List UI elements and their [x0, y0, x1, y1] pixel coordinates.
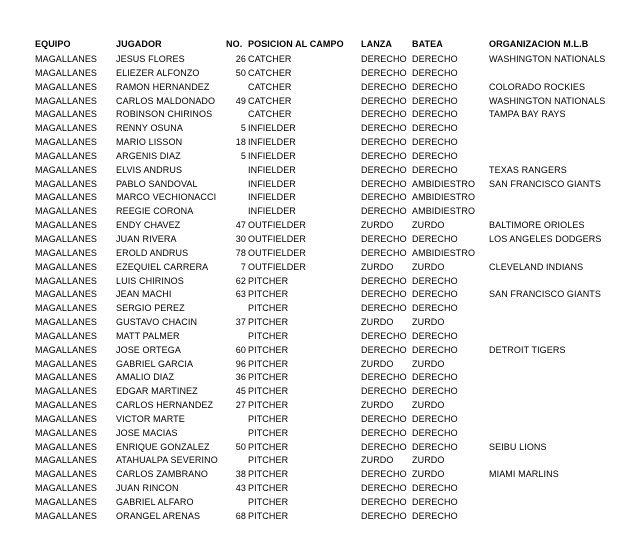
cell-batea: ZURDO — [412, 358, 445, 369]
cell-lanza: DERECHO — [361, 372, 407, 383]
cell-batea: DERECHO — [412, 497, 458, 507]
cell-equipo: MAGALLANES — [35, 247, 98, 258]
cell-numero: 63 — [235, 289, 246, 300]
cell-organizacion: TEXAS RANGERS — [489, 164, 567, 175]
cell-posicion: PITCHER — [248, 330, 289, 341]
cell-organizacion: BALTIMORE ORIOLES — [489, 220, 585, 231]
cell-organizacion: LOS ANGELES DODGERS — [489, 233, 602, 244]
cell-lanza: DERECHO — [361, 497, 407, 507]
table-row — [0, 275, 640, 289]
cell-organizacion: SAN FRANCISCO GIANTS — [489, 178, 602, 189]
cell-organizacion: TAMPA BAY RAYS — [489, 109, 566, 120]
cell-jugador: LUIS CHIRINOS — [116, 275, 184, 286]
table-row — [0, 427, 640, 441]
table-row — [0, 164, 640, 178]
table-row — [0, 53, 640, 67]
cell-numero: 18 — [235, 137, 246, 148]
header-numero: NO. — [226, 39, 243, 49]
cell-batea: DERECHO — [412, 344, 458, 355]
cell-equipo: MAGALLANES — [35, 372, 98, 383]
cell-batea: ZURDO — [412, 220, 445, 231]
table-row — [0, 358, 640, 372]
cell-equipo: MAGALLANES — [35, 344, 98, 355]
cell-organizacion: DETROIT TIGERS — [489, 344, 566, 355]
cell-batea: DERECHO — [412, 164, 458, 175]
cell-batea: DERECHO — [412, 289, 458, 300]
cell-batea: DERECHO — [412, 54, 458, 64]
cell-jugador: CARLOS MALDONADO — [116, 95, 216, 106]
cell-jugador: JEAN MACHI — [116, 289, 172, 300]
table-row — [0, 316, 640, 330]
cell-jugador: JUAN RINCON — [116, 483, 179, 494]
table-row — [0, 191, 640, 205]
cell-posicion: PITCHER — [248, 275, 289, 286]
cell-equipo: MAGALLANES — [35, 441, 98, 452]
roster-table — [0, 36, 640, 524]
cell-batea: DERECHO — [412, 81, 458, 92]
cell-equipo: MAGALLANES — [35, 413, 98, 424]
cell-lanza: ZURDO — [361, 261, 394, 272]
cell-posicion: PITCHER — [248, 386, 289, 397]
cell-batea: DERECHO — [412, 413, 458, 424]
cell-equipo: MAGALLANES — [35, 303, 98, 314]
cell-numero: 78 — [235, 247, 246, 258]
cell-numero: 5 — [240, 123, 246, 134]
cell-equipo: MAGALLANES — [35, 206, 98, 217]
cell-lanza: DERECHO — [361, 510, 407, 521]
cell-equipo: MAGALLANES — [35, 386, 98, 397]
cell-posicion: INFIELDER — [248, 178, 296, 189]
cell-jugador: ENRIQUE GONZALEZ — [116, 441, 210, 452]
cell-numero: 7 — [240, 261, 246, 272]
table-row — [0, 261, 640, 275]
cell-batea: AMBIDIESTRO — [412, 206, 476, 217]
cell-equipo: MAGALLANES — [35, 317, 98, 328]
cell-lanza: ZURDO — [361, 317, 394, 328]
cell-lanza: ZURDO — [361, 220, 394, 231]
cell-posicion: OUTFIELDER — [248, 220, 307, 231]
cell-equipo: MAGALLANES — [35, 400, 98, 411]
cell-lanza: DERECHO — [361, 109, 407, 120]
cell-posicion: PITCHER — [248, 483, 289, 494]
cell-jugador: CARLOS HERNANDEZ — [116, 400, 214, 411]
cell-posicion: PITCHER — [248, 372, 289, 383]
cell-equipo: MAGALLANES — [35, 469, 98, 480]
cell-numero: 47 — [235, 220, 246, 231]
cell-organizacion: SEIBU LIONS — [489, 441, 547, 452]
cell-lanza: DERECHO — [361, 81, 407, 92]
cell-jugador: REEGIE CORONA — [116, 206, 194, 217]
table-row — [0, 302, 640, 316]
cell-jugador: MARIO LISSON — [116, 137, 183, 148]
cell-numero: 49 — [235, 95, 246, 106]
cell-equipo: MAGALLANES — [35, 220, 98, 231]
cell-jugador: PABLO SANDOVAL — [116, 178, 198, 189]
cell-jugador: GABRIEL ALFARO — [116, 497, 194, 507]
cell-equipo: MAGALLANES — [35, 137, 98, 148]
cell-lanza: ZURDO — [361, 400, 394, 411]
cell-posicion: PITCHER — [248, 441, 289, 452]
cell-lanza: DERECHO — [361, 303, 407, 314]
cell-equipo: MAGALLANES — [35, 67, 98, 78]
cell-posicion: CATCHER — [248, 67, 292, 78]
cell-posicion: PITCHER — [248, 413, 289, 424]
cell-posicion: CATCHER — [248, 109, 292, 120]
cell-batea: DERECHO — [412, 275, 458, 286]
cell-lanza: DERECHO — [361, 330, 407, 341]
table-row — [0, 482, 640, 496]
cell-batea: DERECHO — [412, 150, 458, 161]
cell-posicion: PITCHER — [248, 303, 289, 314]
cell-batea: DERECHO — [412, 427, 458, 438]
cell-batea: ZURDO — [412, 261, 445, 272]
cell-jugador: JESUS FLORES — [116, 54, 185, 64]
table-row — [0, 219, 640, 233]
header-organizacion: ORGANIZACION M.L.B — [489, 39, 589, 49]
cell-equipo: MAGALLANES — [35, 233, 98, 244]
cell-lanza: DERECHO — [361, 247, 407, 258]
cell-jugador: EDGAR MARTINEZ — [116, 386, 198, 397]
cell-batea: DERECHO — [412, 330, 458, 341]
cell-jugador: GABRIEL GARCIA — [116, 358, 194, 369]
cell-equipo: MAGALLANES — [35, 150, 98, 161]
cell-equipo: MAGALLANES — [35, 54, 98, 64]
cell-batea: ZURDO — [412, 317, 445, 328]
header-batea: BATEA — [412, 39, 443, 49]
cell-jugador: MARCO VECHIONACCI — [116, 192, 217, 203]
header-posicion: POSICION AL CAMPO — [248, 39, 344, 49]
cell-equipo: MAGALLANES — [35, 261, 98, 272]
cell-posicion: PITCHER — [248, 427, 289, 438]
cell-posicion: PITCHER — [248, 358, 289, 369]
cell-equipo: MAGALLANES — [35, 164, 98, 175]
cell-batea: AMBIDIESTRO — [412, 192, 476, 203]
table-row — [0, 468, 640, 482]
cell-lanza: DERECHO — [361, 441, 407, 452]
cell-posicion: INFIELDER — [248, 150, 296, 161]
cell-batea: DERECHO — [412, 510, 458, 521]
cell-equipo: MAGALLANES — [35, 330, 98, 341]
cell-lanza: DERECHO — [361, 427, 407, 438]
cell-jugador: EROLD ANDRUS — [116, 247, 189, 258]
cell-jugador: SERGIO PEREZ — [116, 303, 185, 314]
cell-numero: 62 — [235, 275, 246, 286]
cell-jugador: ROBINSON CHIRINOS — [116, 109, 213, 120]
cell-numero: 50 — [235, 441, 246, 452]
table-row — [0, 136, 640, 150]
table-row — [0, 178, 640, 192]
cell-jugador: GUSTAVO CHACIN — [116, 317, 198, 328]
cell-posicion: INFIELDER — [248, 206, 296, 217]
table-body — [0, 53, 640, 524]
cell-numero: 26 — [235, 54, 246, 64]
cell-lanza: DERECHO — [361, 289, 407, 300]
cell-jugador: MATT PALMER — [116, 330, 180, 341]
cell-organizacion: WASHINGTON NATIONALS — [489, 54, 606, 64]
cell-lanza: DERECHO — [361, 206, 407, 217]
table-row — [0, 330, 640, 344]
cell-numero: 60 — [235, 344, 246, 355]
cell-posicion: PITCHER — [248, 344, 289, 355]
table-row — [0, 371, 640, 385]
cell-equipo: MAGALLANES — [35, 358, 98, 369]
cell-lanza: DERECHO — [361, 483, 407, 494]
cell-lanza: DERECHO — [361, 123, 407, 134]
cell-numero: 5 — [240, 150, 246, 161]
cell-posicion: CATCHER — [248, 54, 292, 64]
table-row — [0, 67, 640, 81]
cell-equipo: MAGALLANES — [35, 497, 98, 507]
cell-batea: ZURDO — [412, 469, 445, 480]
table-row — [0, 81, 640, 95]
cell-numero: 36 — [235, 372, 246, 383]
cell-batea: DERECHO — [412, 95, 458, 106]
cell-equipo: MAGALLANES — [35, 455, 98, 466]
cell-batea: ZURDO — [412, 400, 445, 411]
cell-batea: AMBIDIESTRO — [412, 178, 476, 189]
cell-lanza: DERECHO — [361, 233, 407, 244]
cell-numero: 68 — [235, 510, 246, 521]
table-row — [0, 344, 640, 358]
table-row — [0, 288, 640, 302]
cell-numero: 96 — [235, 358, 246, 369]
cell-equipo: MAGALLANES — [35, 178, 98, 189]
cell-batea: DERECHO — [412, 303, 458, 314]
cell-organizacion: COLORADO ROCKIES — [489, 81, 586, 92]
table-row — [0, 122, 640, 136]
cell-jugador: ELVIS ANDRUS — [116, 164, 183, 175]
cell-batea: DERECHO — [412, 483, 458, 494]
cell-posicion: INFIELDER — [248, 137, 296, 148]
cell-equipo: MAGALLANES — [35, 109, 98, 120]
cell-equipo: MAGALLANES — [35, 510, 98, 521]
cell-equipo: MAGALLANES — [35, 427, 98, 438]
cell-posicion: OUTFIELDER — [248, 261, 307, 272]
table-row — [0, 108, 640, 122]
cell-lanza: DERECHO — [361, 469, 407, 480]
cell-jugador: EZEQUIEL CARRERA — [116, 261, 209, 272]
cell-numero: 37 — [235, 317, 246, 328]
cell-jugador: ORANGEL ARENAS — [116, 510, 201, 521]
cell-lanza: DERECHO — [361, 54, 407, 64]
cell-posicion: PITCHER — [248, 497, 289, 507]
cell-lanza: DERECHO — [361, 386, 407, 397]
cell-numero: 38 — [235, 469, 246, 480]
cell-jugador: JOSE MACIAS — [116, 427, 178, 438]
cell-lanza: DERECHO — [361, 150, 407, 161]
cell-batea: DERECHO — [412, 386, 458, 397]
cell-batea: DERECHO — [412, 67, 458, 78]
table-row — [0, 205, 640, 219]
cell-posicion: OUTFIELDER — [248, 247, 307, 258]
cell-posicion: CATCHER — [248, 95, 292, 106]
cell-jugador: ARGENIS DIAZ — [116, 150, 181, 161]
cell-batea: DERECHO — [412, 123, 458, 134]
cell-numero: 30 — [235, 233, 246, 244]
cell-batea: DERECHO — [412, 441, 458, 452]
cell-jugador: CARLOS ZAMBRANO — [116, 469, 209, 480]
cell-batea: DERECHO — [412, 137, 458, 148]
table-row — [0, 413, 640, 427]
cell-numero: 27 — [235, 400, 246, 411]
cell-lanza: DERECHO — [361, 178, 407, 189]
table-row — [0, 247, 640, 261]
cell-lanza: ZURDO — [361, 358, 394, 369]
cell-lanza: ZURDO — [361, 455, 394, 466]
cell-lanza: DERECHO — [361, 164, 407, 175]
cell-posicion: PITCHER — [248, 510, 289, 521]
cell-jugador: RAMON HERNANDEZ — [116, 81, 210, 92]
cell-posicion: PITCHER — [248, 400, 289, 411]
cell-jugador: RENNY OSUNA — [116, 123, 183, 134]
cell-posicion: OUTFIELDER — [248, 233, 307, 244]
cell-lanza: DERECHO — [361, 344, 407, 355]
cell-batea: DERECHO — [412, 109, 458, 120]
cell-posicion: PITCHER — [248, 455, 289, 466]
cell-batea: DERECHO — [412, 233, 458, 244]
cell-equipo: MAGALLANES — [35, 483, 98, 494]
table-row — [0, 454, 640, 468]
header-lanza: LANZA — [361, 39, 392, 49]
cell-jugador: ELIEZER ALFONZO — [116, 67, 200, 78]
cell-jugador: JOSE ORTEGA — [116, 344, 181, 355]
cell-jugador: AMALIO DIAZ — [116, 372, 175, 383]
cell-posicion: INFIELDER — [248, 123, 296, 134]
table-row — [0, 496, 640, 510]
cell-posicion: CATCHER — [248, 81, 292, 92]
table-row — [0, 385, 640, 399]
cell-posicion: PITCHER — [248, 469, 289, 480]
cell-lanza: DERECHO — [361, 137, 407, 148]
table-row — [0, 95, 640, 109]
cell-lanza: DERECHO — [361, 95, 407, 106]
cell-equipo: MAGALLANES — [35, 289, 98, 300]
table-row — [0, 150, 640, 164]
table-row — [0, 233, 640, 247]
cell-jugador: JUAN RIVERA — [116, 233, 177, 244]
cell-posicion: PITCHER — [248, 317, 289, 328]
cell-batea: DERECHO — [412, 372, 458, 383]
cell-batea: AMBIDIESTRO — [412, 247, 476, 258]
cell-jugador: VICTOR MARTE — [116, 413, 185, 424]
cell-lanza: DERECHO — [361, 192, 407, 203]
header-equipo: EQUIPO — [35, 39, 71, 49]
cell-organizacion: CLEVELAND INDIANS — [489, 261, 584, 272]
cell-jugador: ENDY CHAVEZ — [116, 220, 181, 231]
cell-organizacion: SAN FRANCISCO GIANTS — [489, 289, 602, 300]
table-row — [0, 510, 640, 524]
header-jugador: JUGADOR — [116, 39, 162, 49]
cell-organizacion: WASHINGTON NATIONALS — [489, 95, 606, 106]
cell-lanza: DERECHO — [361, 67, 407, 78]
cell-equipo: MAGALLANES — [35, 95, 98, 106]
cell-organizacion: MIAMI MARLINS — [489, 469, 559, 480]
cell-numero: 43 — [235, 483, 246, 494]
cell-numero: 45 — [235, 386, 246, 397]
cell-posicion: PITCHER — [248, 289, 289, 300]
cell-equipo: MAGALLANES — [35, 123, 98, 134]
cell-jugador: ATAHUALPA SEVERINO — [116, 455, 218, 466]
cell-batea: ZURDO — [412, 455, 445, 466]
cell-equipo: MAGALLANES — [35, 81, 98, 92]
cell-lanza: DERECHO — [361, 413, 407, 424]
table-header-row — [0, 36, 640, 52]
cell-equipo: MAGALLANES — [35, 192, 98, 203]
cell-lanza: DERECHO — [361, 275, 407, 286]
cell-numero: 50 — [235, 67, 246, 78]
cell-posicion: INFIELDER — [248, 164, 296, 175]
table-row — [0, 441, 640, 455]
table-row — [0, 399, 640, 413]
cell-equipo: MAGALLANES — [35, 275, 98, 286]
cell-posicion: INFIELDER — [248, 192, 296, 203]
